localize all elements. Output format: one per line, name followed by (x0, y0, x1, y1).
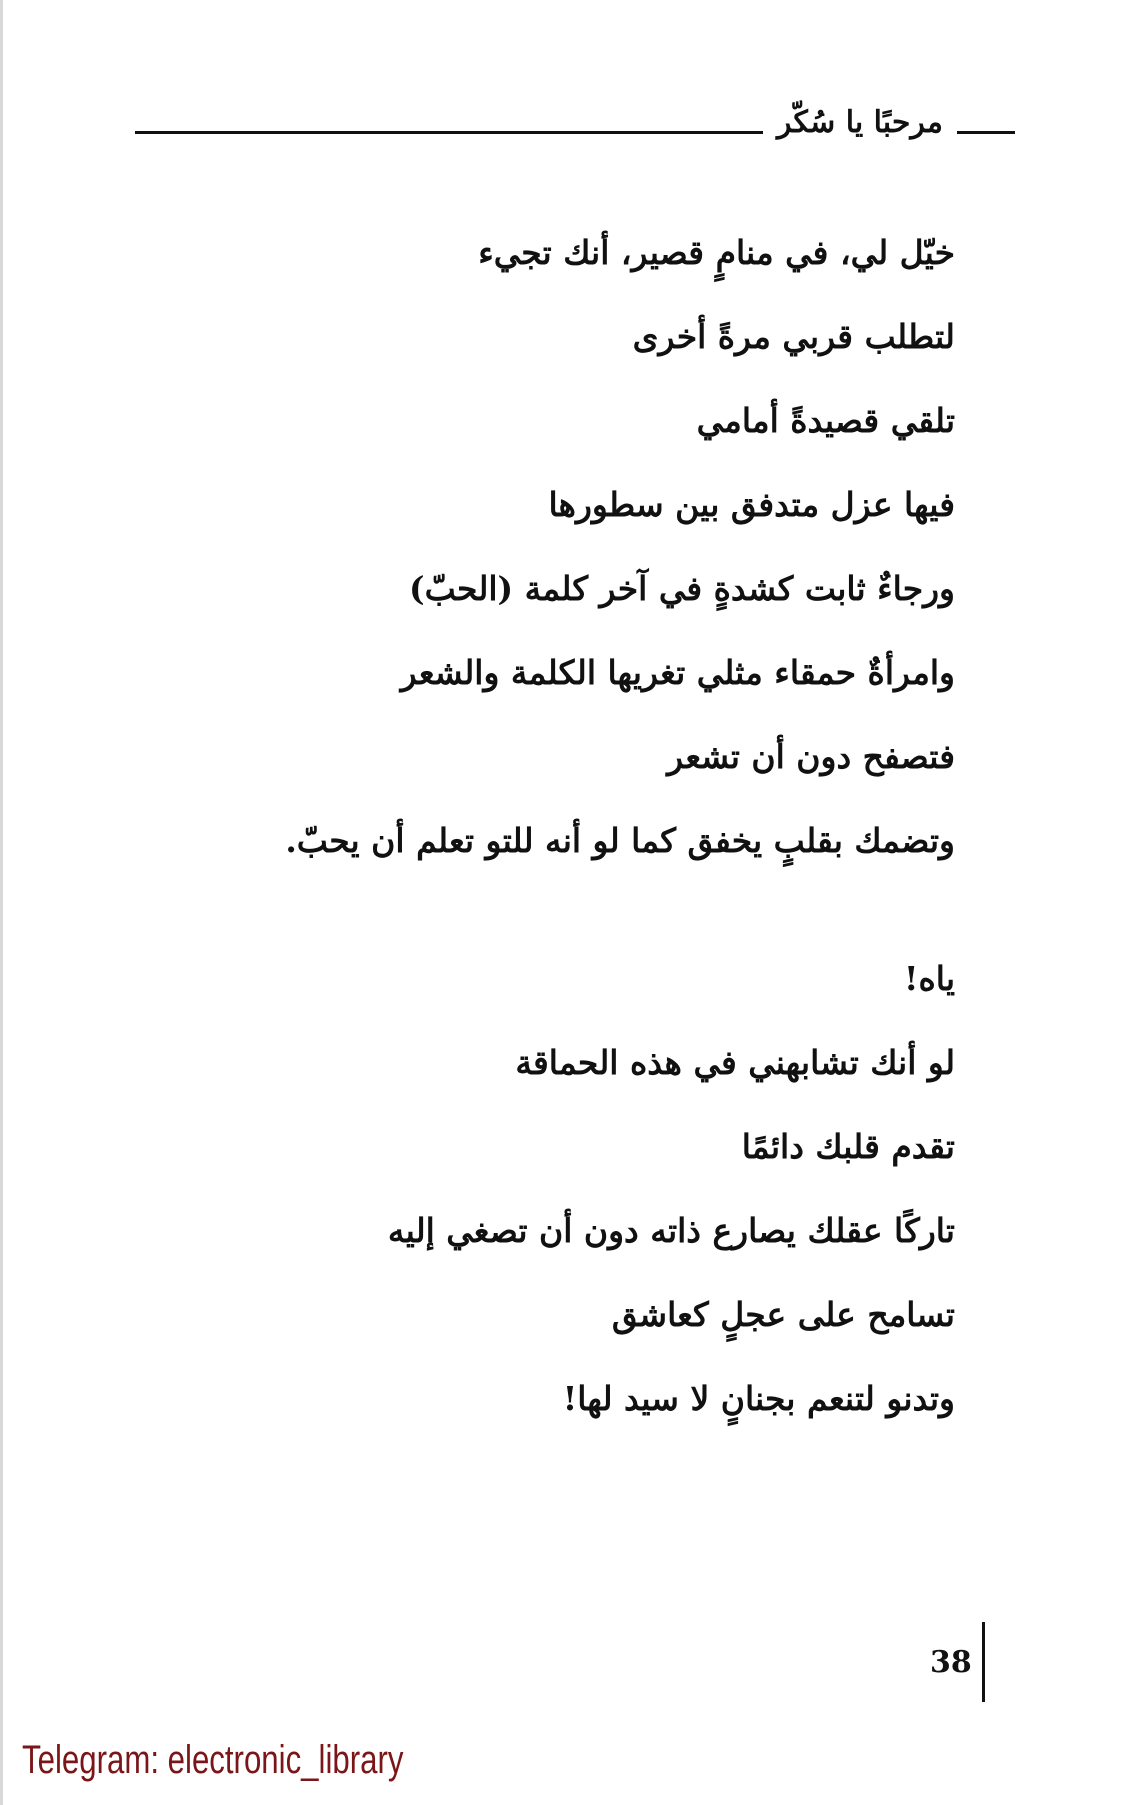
page-edge (0, 0, 3, 1805)
verse-line: وتضمك بقلبٍ يخفق كما لو أنه للتو تعلم أن يحبّ. (285, 821, 955, 860)
telegram-watermark: Telegram: electronic_library (22, 1738, 404, 1782)
running-header-title: مرحبًا يا سُكّر (777, 104, 943, 140)
verse-line: تسامح على عجلٍ كعاشق (611, 1295, 955, 1334)
verse-line: وامرأةٌ حمقاء مثلي تغريها الكلمة والشعر (400, 653, 955, 692)
header-rule-short (957, 131, 1015, 134)
stanza-2 (195, 958, 955, 1420)
verse-line: وتدنو لتنعم بجنانٍ لا سيد لها! (562, 1379, 955, 1418)
verse-line: فيها عزل متدفق بين سطورها (548, 485, 955, 524)
verse-line: ورجاءٌ ثابت كشدةٍ في آخر كلمة (الحبّ) (409, 569, 955, 608)
verse-line: تلقي قصيدةً أمامي (696, 401, 955, 440)
page-number-rule (982, 1622, 985, 1702)
page-number: 38 (930, 1644, 972, 1680)
poem-body (195, 232, 955, 1462)
verse-line: تاركًا عقلك يصارع ذاته دون أن تصغي إليه (387, 1211, 955, 1250)
stanza-1 (195, 232, 955, 862)
verse-line: لو أنك تشابهني في هذه الحماقة (515, 1043, 955, 1082)
verse-line: فتصفح دون أن تشعر (667, 737, 955, 776)
verse-line: ياه! (903, 959, 955, 998)
verse-line: خيّل لي، في منامٍ قصير، أنك تجيء (478, 233, 955, 272)
running-header (135, 92, 1015, 152)
verse-line: تقدم قلبك دائمًا (741, 1127, 955, 1166)
header-rule-long (135, 131, 763, 134)
verse-line: لتطلب قربي مرةً أخرى (632, 317, 955, 356)
page-footer (930, 1622, 985, 1702)
